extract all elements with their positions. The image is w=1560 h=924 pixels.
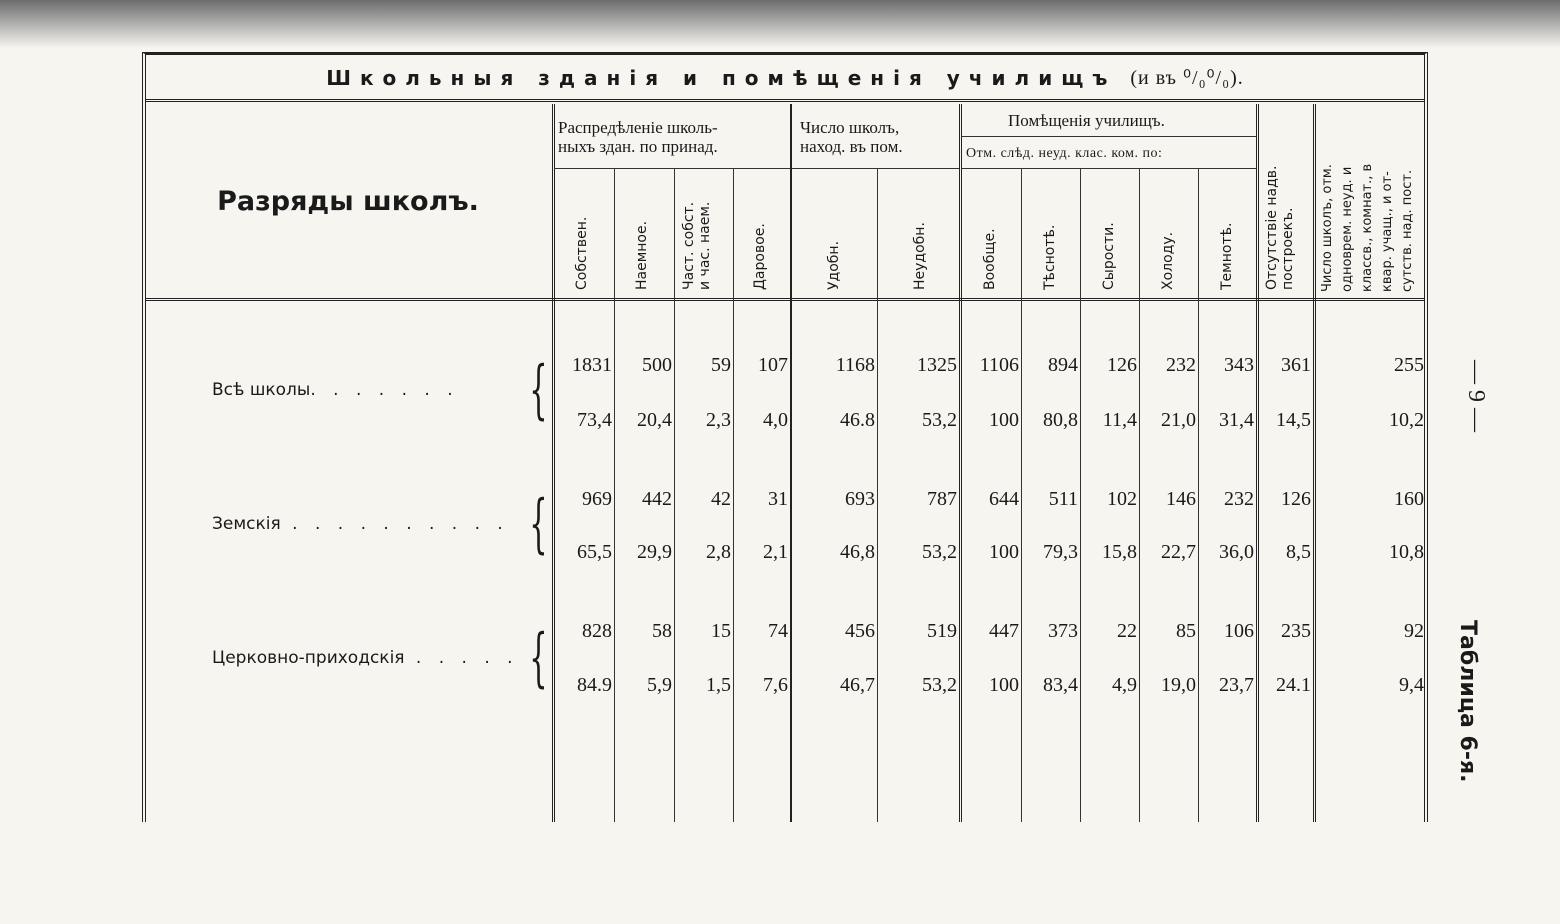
col-header-own: Собствен. <box>574 216 590 290</box>
cell: 84.9 <box>577 674 612 696</box>
cell: 36,0 <box>1219 541 1254 563</box>
cell: 373 <box>1048 620 1078 642</box>
scan-shadow <box>0 0 1560 48</box>
row-brace: { <box>529 621 548 695</box>
cell: 53,2 <box>922 409 957 431</box>
cell: 107 <box>758 354 788 376</box>
cell: 1106 <box>979 354 1019 376</box>
cell: 29,9 <box>637 541 672 563</box>
cell: 447 <box>989 620 1019 642</box>
cell: 787 <box>927 488 957 510</box>
cell: 22,7 <box>1161 541 1196 563</box>
stub-divider <box>552 104 555 822</box>
cell: 894 <box>1048 354 1078 376</box>
cell: 160 <box>1394 488 1424 510</box>
cell: 1168 <box>835 354 875 376</box>
cell: 644 <box>989 488 1019 510</box>
cell: 31 <box>768 488 788 510</box>
stub-header: Разряды школъ. <box>217 186 479 217</box>
cell: 19,0 <box>1161 674 1196 696</box>
cell: 4,9 <box>1112 674 1137 696</box>
cell: 511 <box>1048 488 1078 510</box>
cell: 46,7 <box>840 674 875 696</box>
cell: 2,8 <box>706 541 731 563</box>
cell: 31,4 <box>1219 409 1254 431</box>
cell: 65,5 <box>577 541 612 563</box>
col-rule <box>1080 168 1081 822</box>
col-header-no-outbuildings: Отсутствіе надв. построекъ. <box>1264 165 1296 290</box>
cell: 235 <box>1281 620 1311 642</box>
col-header-darkness: Темнотѣ. <box>1219 222 1235 290</box>
col-rule <box>614 168 615 822</box>
cell: 456 <box>845 620 875 642</box>
col-rule <box>674 168 675 822</box>
title-text: Школьныя зданія и помѣщенія училищъ <box>326 65 1117 90</box>
title-suffix: (и въ ⁰/₀⁰/₀). <box>1130 67 1244 89</box>
cell: 8,5 <box>1286 541 1311 563</box>
cell: 102 <box>1107 488 1137 510</box>
col-rule <box>733 168 734 822</box>
cell: 79,3 <box>1043 541 1078 563</box>
cell: 11,4 <box>1102 409 1137 431</box>
cell: 23,7 <box>1219 674 1254 696</box>
cell: 828 <box>582 620 612 642</box>
cell: 126 <box>1281 488 1311 510</box>
cell: 2,1 <box>763 541 788 563</box>
group-rule <box>1256 104 1259 822</box>
table-title <box>146 56 1424 102</box>
cell: 46.8 <box>840 409 875 431</box>
cell: 255 <box>1394 354 1424 376</box>
cell: 85 <box>1176 620 1196 642</box>
cell: 5,9 <box>647 674 672 696</box>
row-brace: { <box>529 487 548 561</box>
cell: 53,2 <box>922 674 957 696</box>
row-name-all: Всѣ школы. . . . . . . <box>212 380 459 400</box>
col-header-dampness: Сырости. <box>1101 222 1117 290</box>
col-header-rented: Наемное. <box>634 220 650 290</box>
group-suitability: Число школъ, наход. въ пом. <box>800 118 903 156</box>
col-header-suitable: Удобн. <box>826 240 842 290</box>
table-number-label: Таблица 6-я. <box>1455 620 1480 783</box>
cell: 10,8 <box>1389 541 1424 563</box>
cell: 10,2 <box>1389 409 1424 431</box>
cell: 7,6 <box>763 674 788 696</box>
cell: 21,0 <box>1161 409 1196 431</box>
cell: 22 <box>1117 620 1137 642</box>
page-number: — 9 — <box>1463 360 1489 432</box>
col-header-mixed: Част. собст. и час. наем. <box>681 201 713 290</box>
row-name-parish: Церковно-приходскія . . . . . <box>212 648 519 668</box>
cell: 1,5 <box>706 674 731 696</box>
cell: 15 <box>711 620 731 642</box>
cell: 4,0 <box>763 409 788 431</box>
cell: 20,4 <box>637 409 672 431</box>
cell: 42 <box>711 488 731 510</box>
header-divider <box>146 298 1424 304</box>
subheader-rule <box>962 136 1256 137</box>
cell: 969 <box>582 488 612 510</box>
group-premises: Помѣщенія училищъ. <box>1008 111 1165 130</box>
cell: 74 <box>768 620 788 642</box>
cell: 14,5 <box>1276 409 1311 431</box>
col-rule <box>1139 168 1140 822</box>
group-ownership: Распредѣленіе школь- ныхъ здан. по принад. <box>558 118 718 156</box>
cell: 83,4 <box>1043 674 1078 696</box>
group-rule <box>959 104 962 822</box>
cell: 106 <box>1224 620 1254 642</box>
cell: 100 <box>989 541 1019 563</box>
cell: 80,8 <box>1043 409 1078 431</box>
cell: 1325 <box>917 354 957 376</box>
subheader-rule <box>962 168 1256 169</box>
subheader-rule <box>792 168 959 169</box>
row-name-zemstvo: Земскія . . . . . . . . . . <box>212 514 509 534</box>
cell: 232 <box>1224 488 1254 510</box>
col-header-total: Вообще. <box>982 228 998 290</box>
col-rule <box>877 168 878 822</box>
cell: 146 <box>1166 488 1196 510</box>
cell: 46,8 <box>840 541 875 563</box>
cell: 53,2 <box>922 541 957 563</box>
cell: 126 <box>1107 354 1137 376</box>
cell: 58 <box>652 620 672 642</box>
group-premises-sub: Отм. слѣд. неуд. клас. ком. по: <box>966 146 1163 161</box>
cell: 442 <box>642 488 672 510</box>
cell: 1831 <box>572 354 612 376</box>
col-rule <box>1198 168 1199 822</box>
cell: 59 <box>711 354 731 376</box>
subheader-rule <box>554 168 790 169</box>
group-rule <box>1313 104 1316 822</box>
cell: 24.1 <box>1276 674 1311 696</box>
cell: 15,8 <box>1102 541 1137 563</box>
cell: 361 <box>1281 354 1311 376</box>
cell: 500 <box>642 354 672 376</box>
cell: 92 <box>1404 620 1424 642</box>
col-header-free: Даровое. <box>752 223 768 290</box>
cell: 100 <box>989 409 1019 431</box>
cell: 343 <box>1224 354 1254 376</box>
col-header-cold: Холоду. <box>1160 231 1176 290</box>
cell: 2,3 <box>706 409 731 431</box>
cell: 519 <box>927 620 957 642</box>
cell: 693 <box>845 488 875 510</box>
col-header-crowding: Тѣснотѣ. <box>1042 224 1058 290</box>
col-header-unsuitable: Неудобн. <box>912 222 928 290</box>
cell: 100 <box>989 674 1019 696</box>
col-rule <box>1021 168 1022 822</box>
cell: 232 <box>1166 354 1196 376</box>
cell: 9,4 <box>1399 674 1424 696</box>
cell: 73,4 <box>577 409 612 431</box>
row-brace: { <box>529 353 548 427</box>
col-header-combined: Число школъ, отм. одноврем. неуд. и классв., комнат., в квар. учащ., и от- сутств. над. пост. <box>1320 163 1415 292</box>
group-rule <box>790 104 792 822</box>
